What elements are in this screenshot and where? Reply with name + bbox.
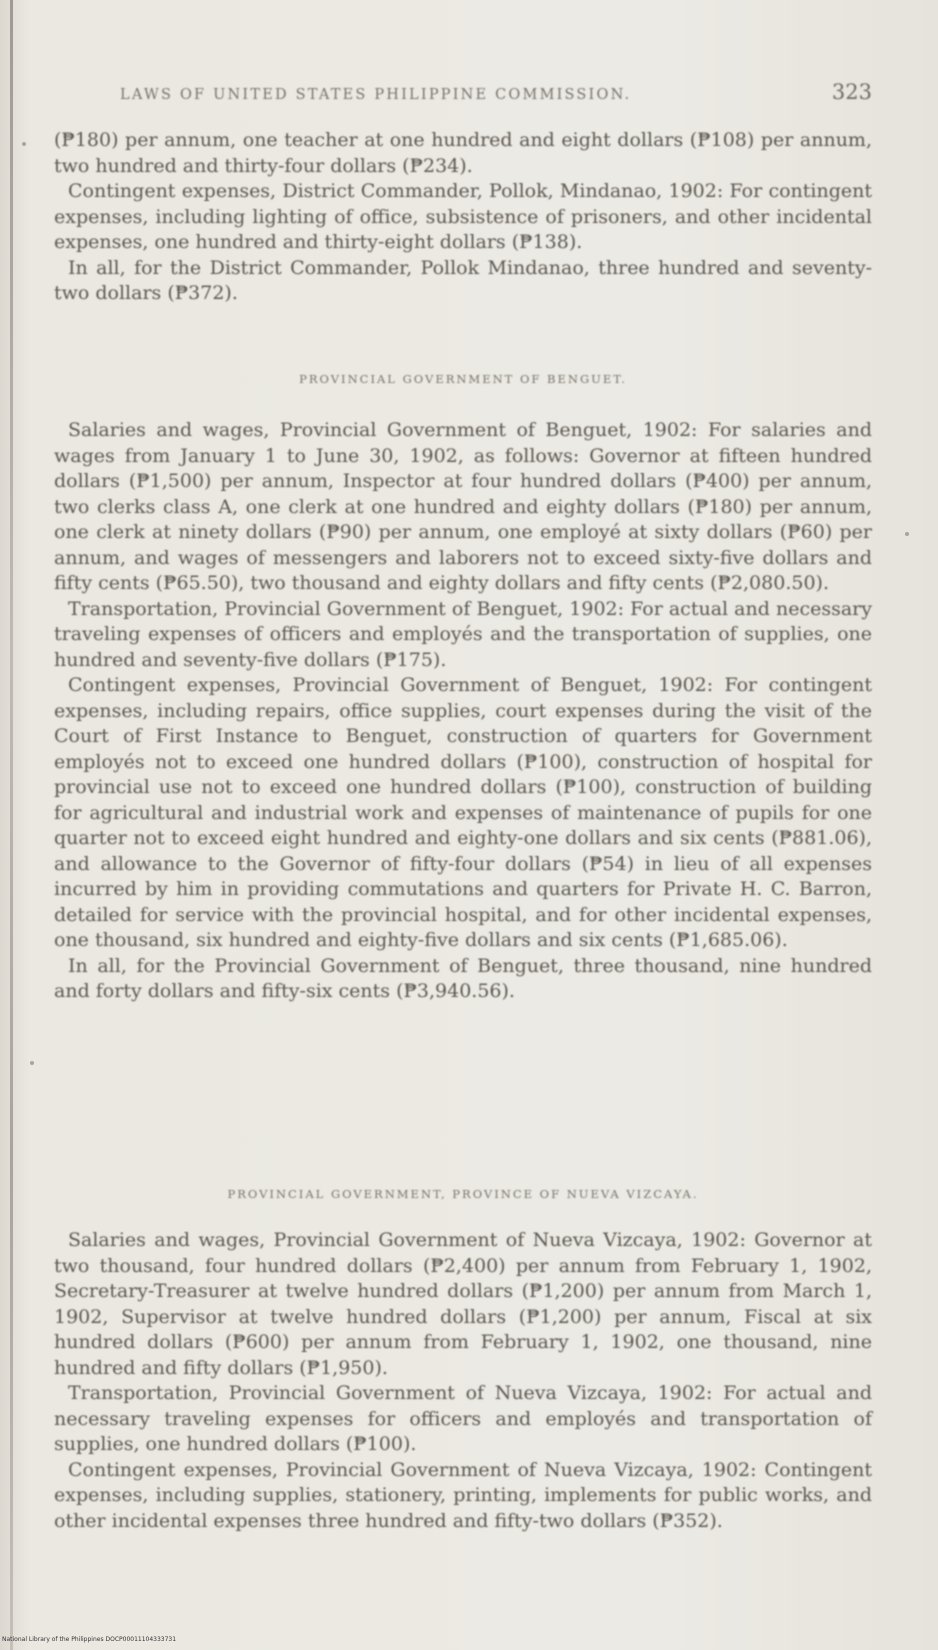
body-paragraph: Contingent expenses, District Commander, Pollok, Mindanao, 1902: For contingent expenses, including lighting of office, subsistence of prisoners, and other incidental expenses, one hundred and thirty-eight dollars (₱138). — [54, 180, 872, 253]
benguet-section — [54, 418, 872, 1005]
nueva-vizcaya-section — [54, 1228, 872, 1534]
section-heading-nueva-vizcaya: PROVINCIAL GOVERNMENT, PROVINCE OF NUEVA VIZCAYA. — [227, 1187, 699, 1201]
body-paragraph: In all, for the District Commander, Pollok Mindanao, three hundred and seventy-two dollars (₱372). — [54, 256, 872, 304]
margin-speck — [905, 532, 909, 536]
scan-credit: National Library of the Philippines DOCP00011104333731 — [2, 1636, 177, 1643]
body-paragraph: Transportation, Provincial Government of Nueva Vizcaya, 1902: For actual and necessary traveling expenses for officers and employés and transportation of supplies, one hundred dollars (₱100). — [54, 1382, 872, 1455]
body-paragraph: Contingent expenses, Provincial Government of Benguet, 1902: For contingent expenses, including repairs, office supplies, court expenses during the visit of the Court of First Instance to Benguet, construction of quarters for Government employés not to exceed one hundred dollars (₱100), construction of hospital for provincial use not to exceed one hundred dollars (₱100), construction of building for agricultural and industrial work and expenses of maintenance of pupils for one quarter not to exceed eight hundred and eighty-one dollars and six cents (₱881.06), and allowance to the Governor of fifty-four dollars (₱54) in lieu of all expenses incurred by him in providing commutations and quarters for Private H. C. Barron, detailed for service with the provincial hospital, and for other incidental expenses, one thousand, six hundred and eighty-five dollars and six cents (₱1,685.06). — [54, 674, 872, 951]
margin-speck — [22, 142, 26, 146]
section-heading-benguet: PROVINCIAL GOVERNMENT OF BENGUET. — [299, 372, 627, 386]
body-paragraph: Transportation, Provincial Government of Benguet, 1902: For actual and necessary traveling expenses of officers and employés and the transportation of supplies, one hundred and seventy-five dollars (₱175). — [54, 597, 872, 671]
binding-edge — [10, 0, 13, 1650]
body-paragraph: Contingent expenses, Provincial Government of Nueva Vizcaya, 1902: Contingent expenses, including supplies, stationery, printing, implements for public works, and other incidental expenses three hundred and fifty-two dollars (₱352). — [54, 1458, 872, 1532]
running-title: LAWS OF UNITED STATES PHILIPPINE COMMISSION. — [120, 87, 632, 103]
body-paragraph: Salaries and wages, Provincial Government of Nueva Vizcaya, 1902: Governor at two thousand, four hundred dollars (₱2,400) per annum from February 1, 1902, Secretary-Treasurer at twelve hundred dollars (₱1,200) per annum from March 1, 1902, Supervisor at twelve hundred dollars (₱1,200) per annum, Fiscal at six hundred dollars (₱600) per annum from February 1, 1902, one thousand, nine hundred and fifty dollars (₱1,950). — [54, 1229, 872, 1379]
body-paragraph: In all, for the Provincial Government of Benguet, three thousand, nine hundred and forty dollars and fifty-six cents (₱3,940.56). — [54, 954, 872, 1002]
running-head — [120, 80, 872, 104]
body-paragraph: (₱180) per annum, one teacher at one hundred and eight dollars (₱108) per annum, two hundred and thirty-four dollars (₱234). — [54, 129, 872, 177]
pollok-section — [54, 128, 872, 307]
page-number: 323 — [831, 80, 872, 104]
margin-speck — [30, 1061, 34, 1065]
body-paragraph: Salaries and wages, Provincial Government of Benguet, 1902: For salaries and wages from January 1 to June 30, 1902, as follows: Governor at fifteen hundred dollars (₱1,500) per annum, Inspector at four hundred dollars (₱400) per annum, two clerks class A, one clerk at one hundred and eighty dollars (₱180) per annum, one clerk at ninety dollars (₱90) per annum, one employé at sixty dollars (₱60) per annum, and wages of messengers and laborers not to exceed sixty-five dollars and fifty cents (₱65.50), two thousand and eighty dollars and fifty cents (₱2,080.50). — [54, 419, 872, 594]
